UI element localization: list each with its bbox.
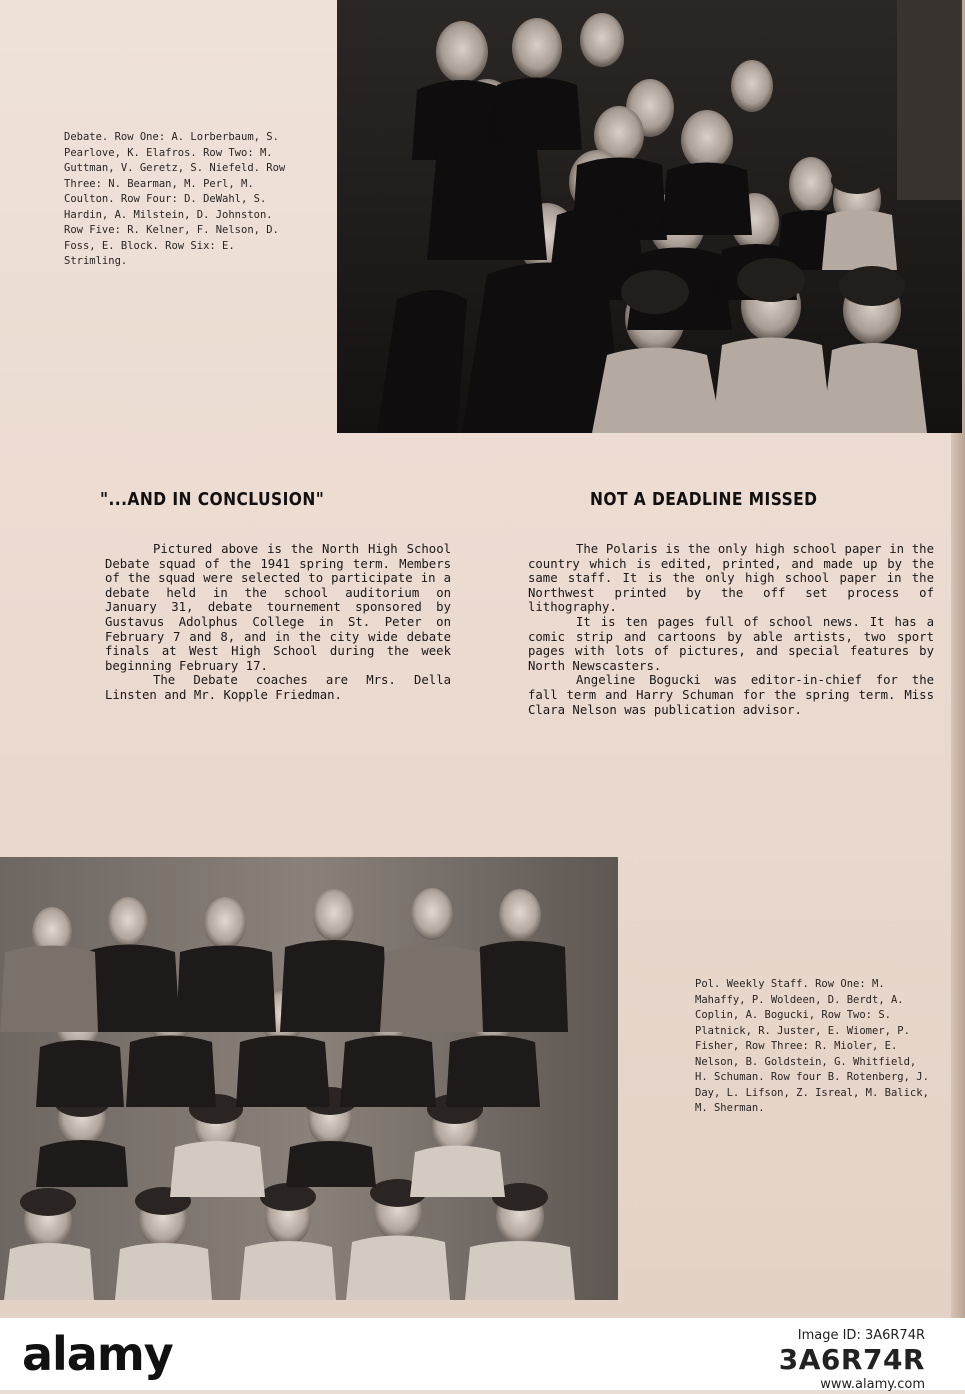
stock-logo: alamy [22, 1327, 173, 1381]
debate-paragraph: Pictured above is the North High School Debate squad of the 1941 spring term. Members of the squad were selected to participate in a debate held in the school auditorium on January 31, debate tournement sponsored by Gustavus Adolphus College in St. Peter on February 7 and 8, and in the city wide debate finals at West High School during the week beginning February 17. [105, 542, 451, 673]
image-id: 3A6R74R [778, 1343, 925, 1376]
debate-heading: "...AND IN CONCLUSION" [100, 489, 325, 510]
stock-footer-bar [0, 1318, 965, 1390]
polaris-staff-photo [0, 857, 618, 1300]
debate-paragraph: The Debate coaches are Mrs. Della Linsten and Mr. Kopple Friedman. [105, 673, 451, 702]
debate-photo-caption: Debate. Row One: A. Lorberbaum, S. Pearlove, K. Elafros. Row Two: M. Guttman, V. Geretz, S. Niefeld. Row Three: N. Bearman, M. Perl, M. Coulton. Row Four: D. DeWahl, S. Hardin, A. Milstein, D. Johnston. Row Five: R. Kelner, F. Nelson, D. Foss, E. Block. Row Six: E. Strimling. [64, 131, 286, 267]
image-id-block [779, 1326, 925, 1394]
image-id-label: Image ID: 3A6R74R [797, 1328, 925, 1343]
polaris-heading: NOT A DEADLINE MISSED [590, 489, 818, 510]
polaris-paragraph: The Polaris is the only high school paper in the country which is edited, printed, and made up by the same staff. It is the only high school paper in the Northwest printed by the off set process of lithography. [528, 542, 934, 615]
polaris-photo-caption: Pol. Weekly Staff. Row One: M. Mahaffy, P. Woldeen, D. Berdt, A. Coplin, A. Bogucki, Row Two: S. Platnick, R. Juster, E. Wiomer, P. Fisher, Row Three: R. Mioler, E. Nelson, B. Goldstein, G. Whitfield, H. Schuman. Row four B. Rotenberg, J. Day, L. Lifson, Z. Isreal, M. Balick, M. Sherman. [695, 978, 929, 1114]
polaris-article [528, 542, 934, 717]
polaris-paragraph: It is ten pages full of school news. It has a comic strip and cartoons by able artists, two sport pages with lots of pictures, and special features by North Newscasters. [528, 614, 934, 673]
debate-article [105, 542, 451, 703]
debate-squad-photo [337, 0, 962, 433]
site-url: www.alamy.com [820, 1377, 925, 1392]
polaris-paragraph: Angeline Bogucki was editor-in-chief for the fall term and Harry Schuman for the spring term. Miss Clara Nelson was publication advisor. [528, 673, 934, 717]
